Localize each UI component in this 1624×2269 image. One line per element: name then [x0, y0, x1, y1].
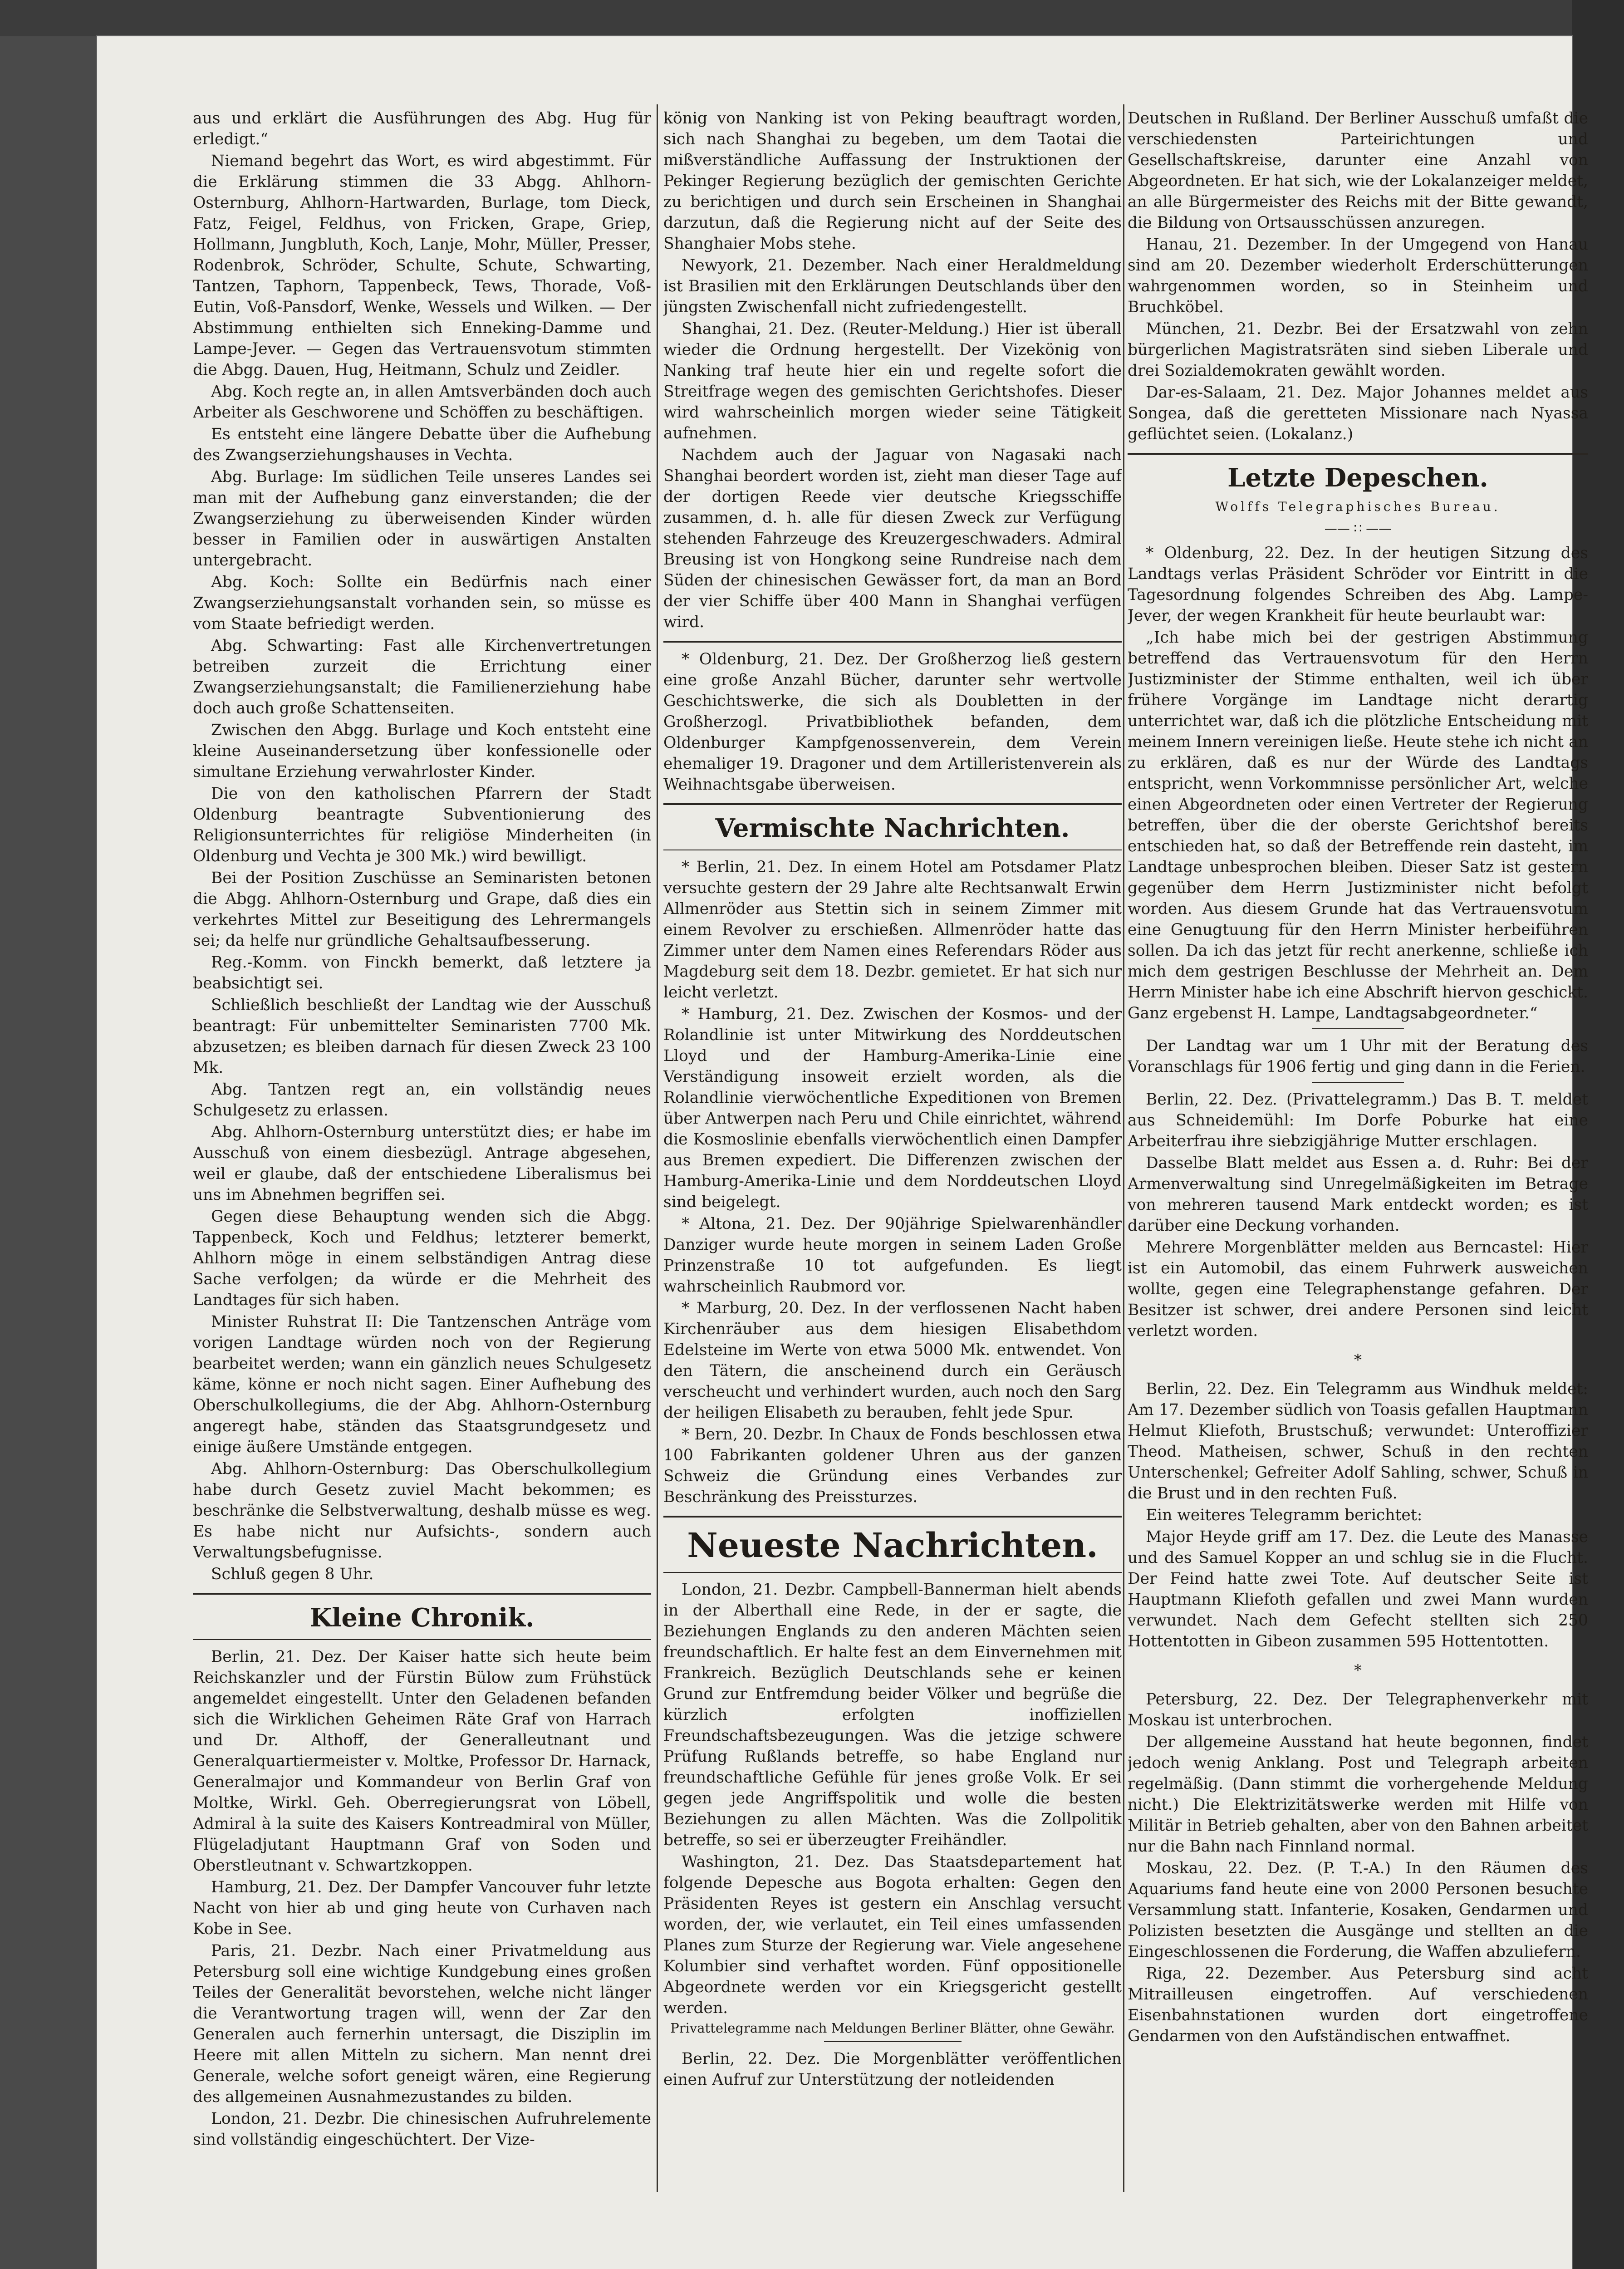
column-3 — [1128, 108, 1588, 2191]
paragraph: Der Landtag war um 1 Uhr mit der Beratung des Voranschlags für 1906 fertig und ging dann in die Ferien. — [1128, 1037, 1588, 1076]
paragraph: Reg.-Komm. von Finckh bemerkt, daß letztere ja beabsichtigt sei. — [193, 953, 651, 992]
news-item: Paris, 21. Dezbr. Nach einer Privatmeldung aus Petersburg soll eine wichtige Kundgebung eines großen Teiles der Generalität bevorstehen, welche nicht länger die Verantwortung tragen will, wenn der Zar den Generalen auch fernerhin untersagt, die Disziplin im Heere mit allen Mitteln zu sichern. Man nennt drei Generale, welche sofort geneigt wären, eine Regierung des allgemeinen Ausnahmezustandes zu bilden. — [193, 1942, 651, 2106]
paragraph: Niemand begehrt das Wort, es wird abgestimmt. Für die Erklärung stimmen die 33 Abgg. Ahlhorn-Osternburg, Ahlhorn-Hartwarden, Burlage, tom Dieck, Fatz, Feigel, Feldhus, von Fricken, Grape, Griep, Hollmann, Jungbluth, Koch, Lanje, Mohr, Müller, Presser, Rodenbrok, Schröder, Schulte, Schute, Schwarting, Tantzen, Taphorn, Tappenbeck, Tews, Thorade, Voß-Eutin, Voß-Pansdorf, Wenke, Wessels und Wilken. — Der Abstimmung enthielten sich Enneking-Damme und Lampe-Jever. — Gegen das Vertrauensvotum stimmten die Abgg. Dauen, Hug, Heitmann, Schulz und Zeidler. — [193, 152, 651, 379]
quoted-letter: „Ich habe mich bei der gestrigen Abstimmung betreffend das Vertrauensvotum für den Herrn Justizminister der Stimme enthalten, weil ich über frühere Vorgänge im Landtage nicht derartig unterrichtet war, daß ich die plötzliche Entscheidung mit meinem Innern vereinigen ließe. Heute stehe ich nicht an zu erklären, daß es nur der Würde des Landtags entspricht, wenn Vorkommnisse persönlicher Art, welche einen Abgeordneten oder einen Vertreter der Regierung betreffen, über die der oberste Gerichtshof bereits entschieden hat, so daß der Betreffende rein dasteht, im Landtage unbesprochen bleiben. Dieser Satz ist gestern gegenüber dem Herrn Justizminister nicht befolgt worden. Aus diesem Grunde hat das Vertrauensvotum eine Genugtuung für den Herrn Minister herbeiführen sollen. Da ich das jetzt für recht anerkenne, schließe ich mich dem gestrigen Beschlusse der Mehrheit an. Dem Herrn Minister habe ich eine Abschrift hiervon geschickt. Ganz ergebenst H. Lampe, Landtagsabgeordneter.“ — [1128, 629, 1588, 1022]
news-item: London, 21. Dezbr. Campbell-Bannerman hielt abends in der Alberthall eine Rede, in der er sagte, die Beziehungen Englands zu den anderen Mächten seien freundschaftlich. Er halte fest an dem Einvernehmen mit Frankreich. Bezüglich Deutschlands sehe er keinen Grund zur Entfremdung beider Völker und begrüße die kürzlich erfolgten inoffiziellen Freundschaftsbezeugungen. Was die jetzige schwere Prüfung Rußlands betreffe, so habe England nur freundschaftliche Gefühle für jenes große Volk. Er sei gegen jede Angriffspolitik und wolle die besten Beziehungen zu allen Mächten. Was die Zollpolitik betreffe, so sei er überzeugter Freihändler. — [663, 1581, 1122, 1849]
column-2 — [663, 108, 1122, 2191]
news-item: * Hamburg, 21. Dez. Zwischen der Kosmos- und der Rolandlinie ist unter Mitwirkung des Norddeutschen Lloyd und der Hamburg-Amerika-Linie eine Verständigung insoweit erzielt worden, als die Rolandlinie vierwöchentliche Expeditionen von Bremen über Antwerpen nach Peru und Chile einrichtet, während die Kosmoslinie ebenfalls vierwöchentlich einen Dampfer aus Bremen expediert. Die Differenzen zwischen der Hamburg-Amerika-Linie und dem Norddeutschen Lloyd sind beigelegt. — [663, 1005, 1122, 1211]
section-heading-vermischte-nachrichten: Vermischte Nachrichten. — [715, 813, 1070, 843]
news-item: * Berlin, 21. Dez. In einem Hotel am Potsdamer Platz versuchte gestern der 29 Jahre alte Rechtsanwalt Erwin Allmenröder aus Stettin sich in seinem Zimmer mit einem Revolver zu erschießen. Allmenröder hatte das Zimmer unter dem Namen eines Referendars Röder aus Magdeburg seit dem 18. Dezbr. gemietet. Er hat sich nur leicht verletzt. — [663, 858, 1122, 1002]
short-divider — [1312, 1028, 1404, 1029]
news-item: Petersburg, 22. Dez. Der Telegraphenverkehr mit Moskau ist unterbrochen. — [1128, 1690, 1588, 1729]
news-item: * Oldenburg, 21. Dez. Der Großherzog ließ gestern eine große Anzahl Bücher, darunter sehr wertvolle Geschichtswerke, die sich als Doubletten in der Großherzogl. Privatbibliothek befanden, dem Oldenburger Kampfgenossenverein, dem Verein ehemaliger 19. Dragoner und dem Artilleristenverein als Weihnachtsgabe überweisen. — [663, 650, 1122, 794]
section-heading-neueste-nachrichten: Neueste Nachrichten. — [687, 1526, 1098, 1565]
short-divider — [1312, 1082, 1404, 1083]
news-item: Washington, 21. Dez. Das Staatsdepartement hat folgende Depesche aus Bogota erhalten: Gegen den Präsidenten Reyes ist gestern ein Anschlag versucht worden, der, wie verlautet, ein Teil eines umfassenden Planes zum Sturze der Regierung war. Viele angesehene Kolumbier sind verhaftet worden. Fünf oppositionelle Abgeordnete werden vor ein Kriegsgericht gestellt werden. — [663, 1853, 1122, 2017]
news-item: München, 21. Dezbr. Bei der Ersatzwahl von zehn bürgerlichen Magistratsräten sind sieben Liberale und drei Sozialdemokraten gewählt worden. — [1128, 320, 1588, 380]
paragraph: Abg. Ahlhorn-Osternburg unterstützt dies; er habe im Ausschuß von einem diesbezügl. Antrage abgesehen, weil er glaube, daß der entschiedene Liberalismus bei uns im Abnehmen begriffen sei. — [193, 1123, 651, 1204]
news-item: Berlin, 22. Dez. (Privattelegramm.) Das B. T. meldet aus Schneidemühl: Im Dorfe Poburke hat eine Arbeiterfrau ihre siebzigjährige Mutter erschlagen. — [1128, 1090, 1588, 1150]
asterisk-divider: * — [1354, 1661, 1362, 1680]
news-item: Newyork, 21. Dezember. Nach einer Heraldmeldung ist Brasilien mit den Erklärungen Deutschlands über den jüngsten Zwischenfall nicht zufriedengestellt. — [663, 256, 1122, 316]
paragraph: Abg. Ahlhorn-Osternburg: Das Oberschulkollegium habe durch Gesetz zuviel Macht bekommen; es beschränke die Selbstverwaltung, deshalb müsse es weg. Es habe nicht nur Aufsichts-, sondern auch Verwaltungsbefugnisse. — [193, 1460, 651, 1562]
section-divider — [193, 1593, 651, 1595]
news-item: London, 21. Dezbr. Die chinesischen Aufruhrelemente sind vollständig eingeschüchtert. Der Vize- — [193, 2110, 651, 2149]
paragraph: Abg. Schwarting: Fast alle Kirchenvertretungen betreiben zurzeit die Errichtung einer Zwangserziehungsanstalt; die Familienerziehung habe doch auch große Schattenseiten. — [193, 637, 651, 717]
section-divider — [663, 1516, 1122, 1518]
column-1 — [193, 108, 651, 2191]
asterisk-divider: * — [1354, 1351, 1362, 1369]
section-divider — [1128, 453, 1588, 455]
paragraph: Abg. Tantzen regt an, ein vollständig neues Schulgesetz zu erlassen. — [193, 1080, 651, 1120]
news-item: * Oldenburg, 22. Dez. In der heutigen Sitzung des Landtags verlas Präsident Schröder vor Eintritt in die Tagesordnung folgendes Schreiben des Abg. Lampe-Jever, der wegen Krankheit für heute beurlaubt war: — [1128, 544, 1588, 625]
news-item: Berlin, 22. Dez. Die Morgenblätter veröffentlichen einen Aufruf zur Unterstützung der notleidenden — [663, 2050, 1122, 2089]
news-item: Dar-es-Salaam, 21. Dez. Major Johannes meldet aus Songea, daß die geretteten Missionare nach Nyassa geflüchtet seien. (Lokalanz.) — [1128, 383, 1588, 443]
paragraph: Der allgemeine Ausstand hat heute begonnen, findet jedoch wenig Anklang. Post und Telegraph arbeiten regelmäßig. (Dann stimmt die vorhergehende Meldung nicht.) Die Elektrizitätswerke werden mit Hilfe von Militär in Betrieb gehalten, aber von den Bahnen arbeitet nur die Bahn nach Finnland normal. — [1128, 1733, 1588, 1856]
paragraph: Es entsteht eine längere Debatte über die Aufhebung des Zwangserziehungshauses in Vechta. — [193, 425, 651, 464]
paragraph: Zwischen den Abgg. Burlage und Koch entsteht eine kleine Auseinandersetzung über konfessionelle oder simultane Erziehung verwahrloster Kinder. — [193, 721, 651, 781]
paragraph: könig von Nanking ist von Peking beauftragt worden, sich nach Shanghai zu begeben, um dem Taotai die mißverständliche Auffassung der Instruktionen der Pekinger Regierung bezüglich der gemischten Gerichte zu berichtigen und durch sein Erscheinen in Shanghai darzutun, daß die Regierung nicht auf der Seite des Shanghaier Mobs stehe. — [663, 109, 1122, 253]
section-heading-kleine-chronik: Kleine Chronik. — [309, 1603, 535, 1633]
paragraph: Gegen diese Behauptung wenden sich die Abgg. Tappenbeck, Koch und Feldhus; letzterer bemerkt, Ahlhorn möge in einem selbständigen Antrag diese Sache verfolgen; da würde er die Mehrheit des Landtages für sich haben. — [193, 1208, 651, 1309]
news-item: Hamburg, 21. Dez. Der Dampfer Vancouver fuhr letzte Nacht von hier ab und ging heute von Curhaven nach Kobe in See. — [193, 1878, 651, 1938]
news-item: Berlin, 21. Dez. Der Kaiser hatte sich heute beim Reichskanzler und der Fürstin Bülow zum Frühstück angemeldet eingestellt. Unter den Geladenen befanden sich die Wirklichen Geheimen Räte Graf von Harrach und Dr. Althoff, der Generalleutnant und Generalquartiermeister v. Moltke, Professor Dr. Harnack, Generalmajor und Kommandeur von Berlin Graf von Moltke, Wirkl. Geh. Oberregierungsrat von Löbell, Admiral à la suite des Kaisers Kontreadmiral von Müller, Flügeladjutant Hauptmann Graf von Soden und Oberstleutnant v. Schwartzkoppen. — [193, 1648, 651, 1875]
paragraph: Schließlich beschließt der Landtag wie der Ausschuß beantragt: Für unbemittelter Seminaristen 7700 Mk. abzusetzen; es bleiben darnach für diesen Zweck 23 100 Mk. — [193, 996, 651, 1077]
news-item: * Altona, 21. Dez. Der 90jährige Spielwarenhändler Danziger wurde heute morgen in seinem Laden Große Prinzenstraße 10 tot aufgefunden. Es liegt wahrscheinlich Raubmord vor. — [663, 1215, 1122, 1296]
paragraph: Abg. Burlage: Im südlichen Teile unseres Landes sei man mit der Aufhebung ganz einverstanden; die der Zwangserziehung zu überweisenden Kinder würden besser in Familien oder in auswärtigen Anstalten untergebracht. — [193, 468, 651, 570]
scan-top-edge — [0, 0, 1624, 36]
privattelegramme-note: Privattelegramme nach Meldungen Berliner Blätter, ohne Gewähr. — [670, 2020, 1115, 2036]
section-divider — [663, 803, 1122, 805]
paragraph: Schluß gegen 8 Uhr. — [211, 1565, 374, 1583]
paragraph: aus und erklärt die Ausführungen des Abg. Hug für erledigt.“ — [193, 109, 651, 148]
section-subheading: Wolffs Telegraphisches Bureau. — [1215, 499, 1501, 514]
paragraph: Ein weiteres Telegramm berichtet: — [1146, 1506, 1423, 1524]
news-item: Berlin, 22. Dez. Ein Telegramm aus Windhuk meldet: Am 17. Dezember südlich von Toasis gefallen Hauptmann Helmut Kliefoth, Brustschuß; verwundet: Unteroffizier Theod. Matheisen, schwer, Schuß in den rechten Unterschenkel; Gefreiter Adolf Sahling, schwer, Schuß in die Brust und in den rechten Fuß. — [1128, 1380, 1588, 1503]
ornament-divider: —— ∷ —— — [1324, 521, 1392, 536]
paragraph: Minister Ruhstrat II: Die Tantzenschen Anträge vom vorigen Landtage würden noch von der Regierung bearbeitet werden; wann ein gänzlich neues Schulgesetz käme, könne er noch nicht sagen. Einer Aufhebung des Oberschulkollegiums, die der Abg. Ahlhorn-Osternburg angeregt habe, ständen das Staatsgrundgesetz und einige äußere Umstände entgegen. — [193, 1313, 651, 1456]
news-item: Moskau, 22. Dez. (P. T.-A.) In den Räumen des Aquariums fand heute eine von 2000 Personen besuchte Versammlung statt. Infanterie, Kosaken, Gendarmen und Polizisten besetzten die Ausgänge und stellten an die Eingeschlossenen die Forderung, die Waffen abzuliefern. — [1128, 1859, 1588, 1961]
paragraph: Abg. Koch: Sollte ein Bedürfnis nach einer Zwangserziehungsanstalt vorhanden sein, so müsse es vom Staate befriedigt werden. — [193, 573, 651, 633]
paragraph: Nachdem auch der Jaguar von Nagasaki nach Shanghai beordert worden ist, zieht man dieser Tage auf der dortigen Reede vier deutsche Kriegsschiffe zusammen, d. h. alle für diesen Zweck zur Verfügung stehenden Fahrzeuge des Kreuzergeschwaders. Admiral Breusing ist von Hongkong seine Rundreise nach dem Süden der chinesischen Gewässer fort, da man an Bord der vier Schiffe über 400 Mann in Shanghai verfügen wird. — [663, 446, 1122, 631]
section-divider — [193, 1639, 651, 1640]
news-item: Shanghai, 21. Dez. (Reuter-Meldung.) Hier ist überall wieder die Ordnung hergestellt. Der Vizekönig von Nanking traf heute hier ein und regelte sofort die Streitfrage wegen des gemischten Gerichtshofes. Dieser wird wahrscheinlich morgen wieder seine Tätigkeit aufnehmen. — [663, 320, 1122, 442]
paragraph: Abg. Koch regte an, in allen Amtsverbänden doch auch Arbeiter als Geschworene und Schöffen zu beschäftigen. — [193, 383, 651, 422]
section-heading-letzte-depeschen: Letzte Depeschen. — [1227, 463, 1488, 493]
news-item: Hanau, 21. Dezember. In der Umgegend von Hanau sind am 20. Dezember wiederholt Erderschütterungen wahrgenommen worden, so in Steinheim und Bruchköbel. — [1128, 236, 1588, 316]
column-rule-1 — [657, 104, 658, 2192]
paragraph: Mehrere Morgenblätter melden aus Berncastel: Hier ist ein Automobil, das einem Fuhrwerk ausweichen wollte, gegen eine Telegraphenstange gefahren. Der Besitzer ist schwer, drei andere Personen sind leicht verletzt worden. — [1128, 1238, 1588, 1340]
paragraph: Die von den katholischen Pfarrern der Stadt Oldenburg beantragte Subventionierung des Religionsunterrichtes für religiöse Minderheiten (in Oldenburg und Vechta je 300 Mk.) wird bewilligt. — [193, 785, 651, 865]
section-divider — [663, 1572, 1122, 1573]
column-rule-2 — [1123, 104, 1124, 2192]
news-item: * Marburg, 20. Dez. In der verflossenen Nacht haben Kirchenräuber aus dem hiesigen Elisabethdom Edelsteine im Werte von etwa 5000 Mk. entwendet. Von den Tätern, die anscheinend durch ein Geräusch verscheucht und verhindert wurden, auch noch den Sarg der heiligen Elisabeth zu berauben, fehlt jede Spur. — [663, 1299, 1122, 1422]
short-divider — [824, 2041, 962, 2042]
paragraph: Dasselbe Blatt meldet aus Essen a. d. Ruhr: Bei der Armenverwaltung sind Unregelmäßigkeiten im Betrage von mehreren tausend Mark entdeckt worden; es ist darüber eine Deckung vorhanden. — [1128, 1154, 1588, 1235]
paragraph: Major Heyde griff am 17. Dez. die Leute des Manasse und des Samuel Kopper an und schlug sie in die Flucht. Der Feind hatte zwei Tote. Auf deutscher Seite ist Hauptmann Kliefoth gefallen und zwei Mann wurden verwundet. Nach dem Gefecht stellten sich 250 Hottentotten in Gibeon zusammen 595 Hottentotten. — [1128, 1528, 1588, 1650]
news-item: Riga, 22. Dezember. Aus Petersburg sind acht Mitrailleusen eingetroffen. Auf verschiedenen Eisenbahnstationen wurden dort eingetroffene Gendarmen von den Aufständischen entwaffnet. — [1128, 1965, 1588, 2045]
news-item: * Bern, 20. Dezbr. In Chaux de Fonds beschlossen etwa 100 Fabrikanten goldener Uhren aus der ganzen Schweiz die Gründung eines Verbandes zur Beschränkung des Preissturzes. — [663, 1425, 1122, 1506]
section-divider — [663, 641, 1122, 643]
paragraph: Deutschen in Rußland. Der Berliner Ausschuß umfaßt die verschiedensten Parteirichtungen und Gesellschaftskreise, darunter eine Anzahl von Abgeordneten. Er hat sich, wie der Lokalanzeiger meldet, an alle Bürgermeister des Reichs mit der Bitte gewandt, die Bildung von Ortsausschüssen anzuregen. — [1128, 109, 1588, 232]
paragraph: Bei der Position Zuschüsse an Seminaristen betonen die Abgg. Ahlhorn-Osternburg und Grape, daß dies ein verkehrtes Mittel zur Beseitigung des Lehrermangels sei; da helfe nur gründliche Gehaltsaufbesserung. — [193, 869, 651, 950]
